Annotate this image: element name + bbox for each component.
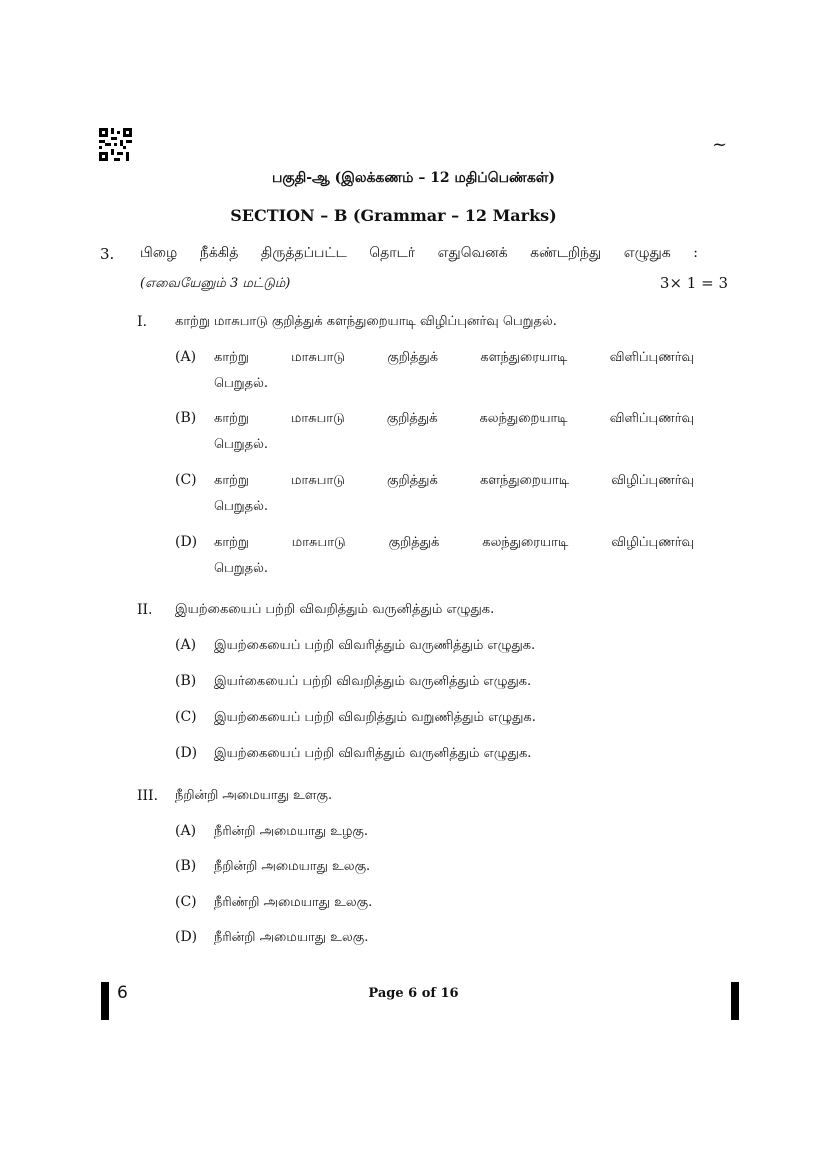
part-3-option-c-text: நீரிண்றி அமையாது உலகு.: [214, 895, 373, 910]
part-3-option-a-text: நீரின்றி அமையாது உழகு.: [214, 824, 369, 839]
part-2-option-a-text: இயற்கையைப் பற்றி விவரித்தும் வருணித்தும் எழுதுக.: [214, 638, 536, 653]
corner-mark: ~: [712, 134, 728, 155]
qr-code-icon: [99, 128, 132, 161]
part-1-option-c-line1: காற்று மாசுபாடு குறித்துக் களந்துறையாடி விழிப்புணர்வு: [214, 473, 694, 488]
question-marks: 3× 1 = 3: [659, 274, 728, 292]
footer-right-bar: [731, 982, 739, 1020]
section-title-english: SECTION – B (Grammar – 12 Marks): [230, 206, 557, 225]
part-1-option-b-line2: பெறுதல்.: [214, 437, 269, 452]
part-3-sentence: நீறின்றி அமையாது உளகு.: [175, 788, 333, 803]
part-3-option-b-text: நீறின்றி அமையாது உலகு.: [214, 859, 371, 874]
part-2-sentence: இயற்கையைப் பற்றி விவறித்தும் வருனித்தும் எழுதுக.: [175, 602, 495, 617]
part-3-number: III.: [137, 788, 159, 804]
part-1-option-d-line1: காற்று மாசுபாடு குறித்துக் கலந்துரையாடி விழிப்புணர்வு: [214, 535, 694, 550]
part-2-option-b-text: இயர்கையைப் பற்றி விவறித்தும் வருனித்தும் எழுதுக.: [214, 674, 532, 689]
part-1-option-d-line2: பெறுதல்.: [214, 561, 269, 576]
part-3-option-d-label: (D): [175, 929, 198, 945]
part-2-option-d-label: (D): [175, 745, 198, 761]
part-3-option-c-label: (C): [175, 894, 197, 910]
part-1-number: I.: [137, 314, 147, 330]
part-2-option-d-text: இயற்கையைப் பற்றி விவரித்தும் வருனித்தும் எழுதுக.: [214, 746, 532, 761]
part-1-sentence: காற்று மாசுபாடு குறித்துக் களந்துறையாடி விழிப்புனர்வு பெறுதல்.: [175, 314, 557, 329]
part-2-option-b-label: (B): [175, 673, 197, 689]
question-sub-instruction: (எவையேனும் 3 மட்டும்): [140, 276, 291, 291]
part-1-option-c-line2: பெறுதல்.: [214, 499, 269, 514]
part-1-option-a-label: (A): [175, 349, 197, 365]
part-1-option-a-line2: பெறுதல்.: [214, 376, 269, 391]
part-1-option-b-label: (B): [175, 410, 197, 426]
part-3-option-b-label: (B): [175, 858, 197, 874]
part-3-option-d-text: நீரின்றி அமையாது உலகு.: [214, 930, 369, 945]
part-1-option-a-line1: காற்று மாசுபாடு குறித்துக் களந்துரையாடி விளிப்புணர்வு: [214, 350, 694, 365]
part-3-option-a-label: (A): [175, 823, 197, 839]
question-number: 3.: [100, 245, 115, 263]
part-1-option-c-label: (C): [175, 472, 197, 488]
part-2-option-c-text: இயற்கையைப் பற்றி விவறித்தும் வறுணித்தும் எழுதுக.: [214, 710, 536, 725]
part-2-option-c-label: (C): [175, 709, 197, 725]
part-2-number: II.: [137, 602, 153, 618]
footer-page-number: 6: [117, 983, 128, 1003]
part-1-option-b-line1: காற்று மாசுபாடு குறித்துக் கலந்துறையாடி விளிப்புணர்வு: [214, 411, 694, 426]
footer-page-label: Page 6 of 16: [368, 986, 459, 1001]
section-title-tamil: பகுதி-ஆ (இலக்கணம் – 12 மதிப்பெண்கள்): [271, 170, 556, 186]
part-1-option-d-label: (D): [175, 534, 198, 550]
part-2-option-a-label: (A): [175, 637, 197, 653]
question-instruction: பிழை நீக்கித் திருத்தப்பட்ட தொடர் எதுவெனக் கண்டறிந்து எழுதுக :: [140, 245, 698, 261]
